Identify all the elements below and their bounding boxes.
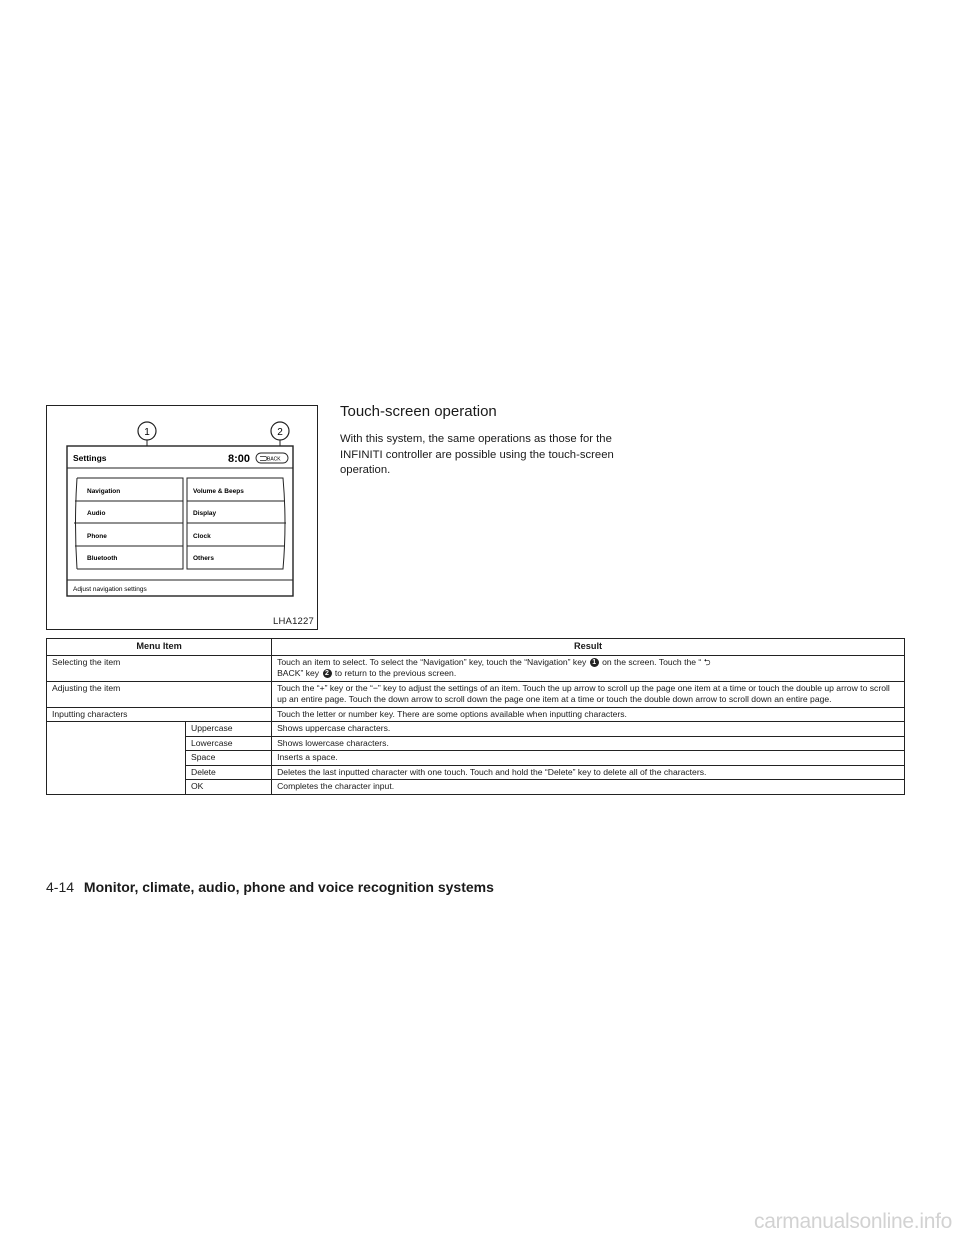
callout-1-icon: 1 <box>590 658 599 667</box>
row-result <box>272 655 905 681</box>
settings-screen-figure <box>46 405 318 630</box>
subrow-item: Lowercase <box>186 736 272 751</box>
menu-others: Others <box>193 555 214 562</box>
result-text: Touch an item to select. To select the “Navigation” key, touch the “Navigation” key <box>277 656 587 667</box>
watermark: carmanualsonline.info <box>754 1210 952 1233</box>
table-row <box>47 655 905 681</box>
menu-display: Display <box>193 510 217 517</box>
status-text: Adjust navigation settings <box>73 586 147 593</box>
back-arrow-icon: ⮌ <box>703 656 711 667</box>
screen-clock: 8:00 <box>228 453 251 465</box>
menu-table <box>46 638 905 795</box>
result-text: on the screen. Touch the “ <box>602 656 702 667</box>
row-result: Touch the “+” key or the “−” key to adjust the settings of an item. Touch the up arrow to scroll up the page one item at a time or touch the double up arrow to scroll up an entire page. Touch the down arrow to scroll down the page one item at a time or touch the double down arrow to scroll down an entire page. <box>272 681 905 707</box>
subrow-result: Shows uppercase characters. <box>272 722 905 737</box>
subrow-item: Delete <box>186 765 272 780</box>
callout-2-number: 2 <box>277 427 283 438</box>
table-header-row <box>47 639 905 656</box>
subrow-spacer <box>47 722 186 795</box>
chapter-title: Monitor, climate, audio, phone and voice recognition systems <box>83 879 494 895</box>
section-title: Touch-screen operation <box>340 403 497 420</box>
subrow-result: Deletes the last inputted character with one touch. Touch and hold the “Delete” key to delete all of the characters. <box>272 765 905 780</box>
table-row <box>47 681 905 707</box>
subrow-item: OK <box>186 780 272 795</box>
subrow-item: Space <box>186 751 272 766</box>
menu-phone: Phone <box>87 533 107 540</box>
callout-1-number: 1 <box>144 427 150 438</box>
screen-title: Settings <box>73 453 107 463</box>
header-result: Result <box>272 639 905 656</box>
result-text: BACK” key <box>277 668 320 678</box>
row-item: Selecting the item <box>47 655 272 681</box>
page-footer <box>46 879 494 895</box>
subrow-result: Shows lowercase characters. <box>272 736 905 751</box>
menu-bluetooth: Bluetooth <box>87 555 118 562</box>
menu-clock: Clock <box>193 533 211 540</box>
row-item: Inputting characters <box>47 707 272 722</box>
table-row <box>47 707 905 722</box>
subrow-item: Uppercase <box>186 722 272 737</box>
figure-code: LHA1227 <box>272 616 314 627</box>
section-body: With this system, the same operations as those for the INFINITI controller are possible using the touch-screen operation. <box>340 433 614 476</box>
back-label: BACK <box>267 456 281 463</box>
subrow-result: Inserts a space. <box>272 751 905 766</box>
row-result: Touch the letter or number key. There are some options available when inputting characters. <box>272 707 905 722</box>
menu-navigation: Navigation <box>87 488 121 495</box>
menu-audio: Audio <box>87 510 106 517</box>
header-menu-item: Menu Item <box>47 639 272 656</box>
subrow-result: Completes the character input. <box>272 780 905 795</box>
settings-screen-illustration <box>47 406 319 631</box>
callout-2-icon: 2 <box>323 669 332 678</box>
page-number: 4-14 <box>46 879 75 895</box>
row-item: Adjusting the item <box>47 681 272 707</box>
result-text: to return to the previous screen. <box>334 668 457 678</box>
menu-volume-beeps: Volume & Beeps <box>193 488 244 495</box>
table-subrow <box>47 722 905 737</box>
